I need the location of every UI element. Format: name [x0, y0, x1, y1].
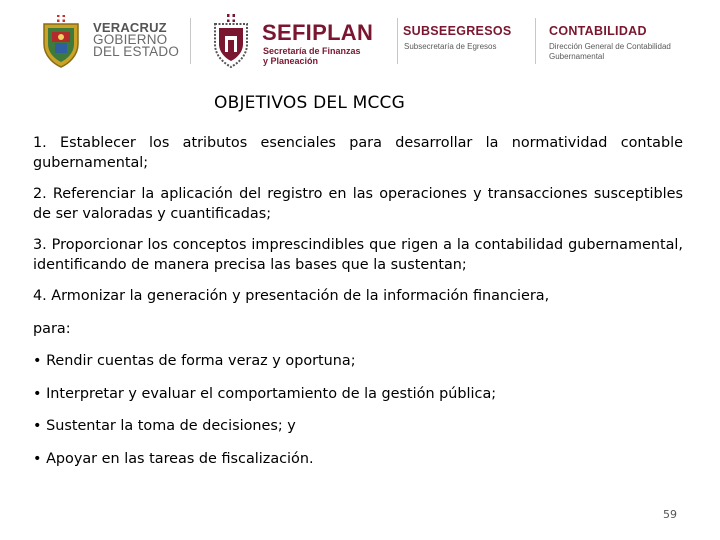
sefiplan-title: SEFIPLAN: [262, 20, 374, 45]
sefiplan-emblem-icon: [207, 14, 255, 68]
intro-line: para:: [33, 320, 71, 337]
sefiplan-subtitle: [263, 46, 361, 66]
contabilidad-subtitle: [549, 42, 709, 62]
contabilidad-title: CONTABILIDAD: [549, 24, 647, 38]
header-divider: [535, 18, 536, 64]
contabilidad-subtitle-line2: Gubernamental: [549, 52, 605, 61]
contabilidad-subtitle-line1: Dirección General de Contabilidad: [549, 42, 671, 51]
veracruz-line3: DEL ESTADO: [93, 44, 180, 59]
bullet-item: • Sustentar la toma de decisiones; y: [33, 418, 296, 434]
bullet-item: • Apoyar en las tareas de fiscalización.: [33, 450, 314, 467]
objective-paragraph: 3. Proporcionar los conceptos imprescindibles que rigen a la contabilidad gubernamental, identificando de manera precisa las bases que la sustentan;: [33, 237, 683, 273]
sefiplan-subtitle-line2: y Planeación: [263, 56, 319, 66]
header-divider: [397, 18, 398, 64]
subsecretaria-subtitle: Subsecretaría de Egresos: [404, 42, 497, 51]
objective-paragraph: 1. Establecer los atributos esenciales para desarrollar la normatividad contable gubernamental;: [33, 135, 683, 171]
header: [0, 0, 720, 80]
header-divider: [190, 18, 191, 64]
subsecretaria-title: SUBSEEGRESOS: [403, 24, 512, 38]
bullet-item: • Interpretar y evaluar el comportamiento de la gestión pública;: [33, 385, 497, 402]
document-body: [33, 134, 683, 482]
page-number: 59: [663, 508, 677, 521]
veracruz-line2: GOBIERNO: [93, 32, 168, 47]
objective-paragraph: 4. Armonizar la generación y presentación de la información financiera,: [33, 288, 550, 304]
veracruz-line1: VERACRUZ: [93, 20, 167, 35]
page-title: OBJETIVOS DEL MCCG: [214, 93, 405, 113]
bullet-item: • Rendir cuentas de forma veraz y oportuna;: [33, 353, 356, 369]
objective-paragraph: 2. Referenciar la aplicación del registro en las operaciones y transacciones susceptibles de ser valoradas y cuantificadas;: [33, 186, 683, 222]
sefiplan-subtitle-line1: Secretaría de Finanzas: [263, 46, 361, 56]
veracruz-logo-text: [93, 22, 179, 58]
veracruz-shield-icon: [38, 14, 84, 68]
